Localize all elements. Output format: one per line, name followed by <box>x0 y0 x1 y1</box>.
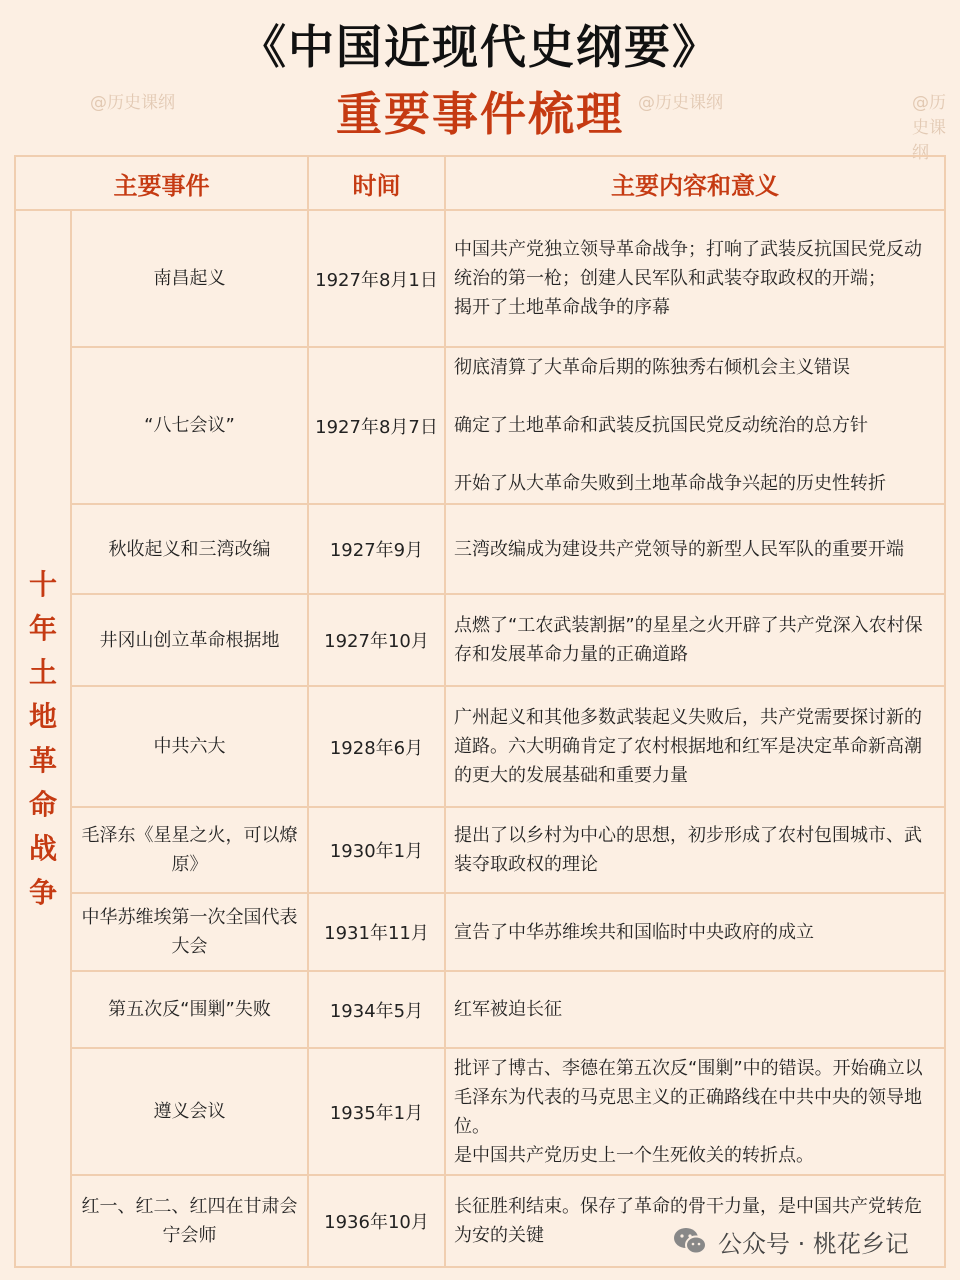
content-cell <box>445 347 945 504</box>
watermark: @历史课纲 <box>912 93 946 163</box>
header-time: 时间 <box>308 156 445 210</box>
content-line: 长征胜利结束。保存了革命的骨干力量，是中国共产党转危为安的关键 <box>454 1196 922 1246</box>
content-line: 开始了从大革命失败到土地革命战争兴起的历史性转折 <box>454 473 886 494</box>
footer-text: 公众号 · 桃花乡记 <box>718 1229 909 1258</box>
content-cell <box>445 971 945 1048</box>
table-row <box>15 210 945 347</box>
content-line: 批评了博古、李德在第五次反“围剿”中的错误。开始确立以毛泽东为代表的马克思主义的正确路线在中共中央的领导地位。 <box>454 1057 923 1137</box>
wechat-footer <box>672 1224 909 1258</box>
events-table <box>14 155 946 1268</box>
time-cell: 1934年5月 <box>308 971 445 1048</box>
page-subtitle: 重要事件梳理 <box>336 87 624 141</box>
content-line: 广州起义和其他多数武装起义失败后，共产党需要探讨新的道路。六大明确肯定了农村根据地和红军是决定革命新高潮的更大的发展基础和重要力量 <box>454 707 922 786</box>
table-row <box>15 594 945 686</box>
table-row <box>15 971 945 1048</box>
content-cell <box>445 1048 945 1175</box>
content-line: 确定了土地革命和武装反抗国民党反动统治的总方针 <box>454 415 868 436</box>
event-cell: 南昌起义 <box>71 210 308 347</box>
content-line: 揭开了土地革命战争的序幕 <box>454 297 670 318</box>
event-cell: 中华苏维埃第一次全国代表大会 <box>71 893 308 971</box>
header-content: 主要内容和意义 <box>445 156 945 210</box>
table-header-row <box>15 156 945 210</box>
watermark: @历史课纲 <box>90 93 175 113</box>
event-cell: 遵义会议 <box>71 1048 308 1175</box>
wechat-icon <box>672 1226 708 1256</box>
header-event: 主要事件 <box>15 156 308 210</box>
content-line: 点燃了“工农武装割据”的星星之火开辟了共产党深入农村保存和发展革命力量的正确道路 <box>454 615 923 665</box>
content-cell <box>445 686 945 807</box>
event-cell: 秋收起义和三湾改编 <box>71 504 308 594</box>
content-line: 彻底清算了大革命后期的陈独秀右倾机会主义错误 <box>454 357 850 378</box>
content-line: 是中国共产党历史上一个生死攸关的转折点。 <box>454 1144 814 1166</box>
time-cell: 1935年1月 <box>308 1048 445 1175</box>
event-cell: 毛泽东《星星之火，可以燎原》 <box>71 807 308 893</box>
time-cell: 1927年8月1日 <box>308 210 445 347</box>
content-cell <box>445 504 945 594</box>
time-cell: 1927年10月 <box>308 594 445 686</box>
event-cell: “八七会议” <box>71 347 308 504</box>
page-title: 《中国近现代史纲要》 <box>240 20 720 74</box>
time-cell: 1930年1月 <box>308 807 445 893</box>
content-cell <box>445 807 945 893</box>
table-row <box>15 807 945 893</box>
time-cell: 1936年10月 <box>308 1175 445 1267</box>
time-cell: 1927年9月 <box>308 504 445 594</box>
table-row <box>15 504 945 594</box>
table-row <box>15 893 945 971</box>
content-line: 红军被迫长征 <box>454 999 562 1020</box>
time-cell: 1927年8月7日 <box>308 347 445 504</box>
event-cell: 第五次反“围剿”失败 <box>71 971 308 1048</box>
content-line: 提出了以乡村为中心的思想，初步形成了农村包围城市、武装夺取政权的理论 <box>454 825 922 875</box>
table-row <box>15 347 945 504</box>
event-cell: 中共六大 <box>71 686 308 807</box>
time-cell: 1931年11月 <box>308 893 445 971</box>
event-cell: 井冈山创立革命根据地 <box>71 594 308 686</box>
table-row <box>15 1048 945 1175</box>
content-line: 中国共产党独立领导革命战争；打响了武装反抗国民党反动统治的第一枪；创建人民军队和武装夺取政权的开端； <box>454 239 922 289</box>
era-label: 十 年 土 地 革 命 战 争 <box>15 210 71 1267</box>
time-cell: 1928年6月 <box>308 686 445 807</box>
content-line: 宣告了中华苏维埃共和国临时中央政府的成立 <box>454 921 814 943</box>
content-cell <box>445 210 945 347</box>
content-cell <box>445 893 945 971</box>
watermark: @历史课纲 <box>638 93 723 113</box>
content-line: 三湾改编成为建设共产党领导的新型人民军队的重要开端 <box>454 538 904 560</box>
table-row <box>15 686 945 807</box>
event-cell: 红一、红二、红四在甘肃会宁会师 <box>71 1175 308 1267</box>
content-cell <box>445 594 945 686</box>
